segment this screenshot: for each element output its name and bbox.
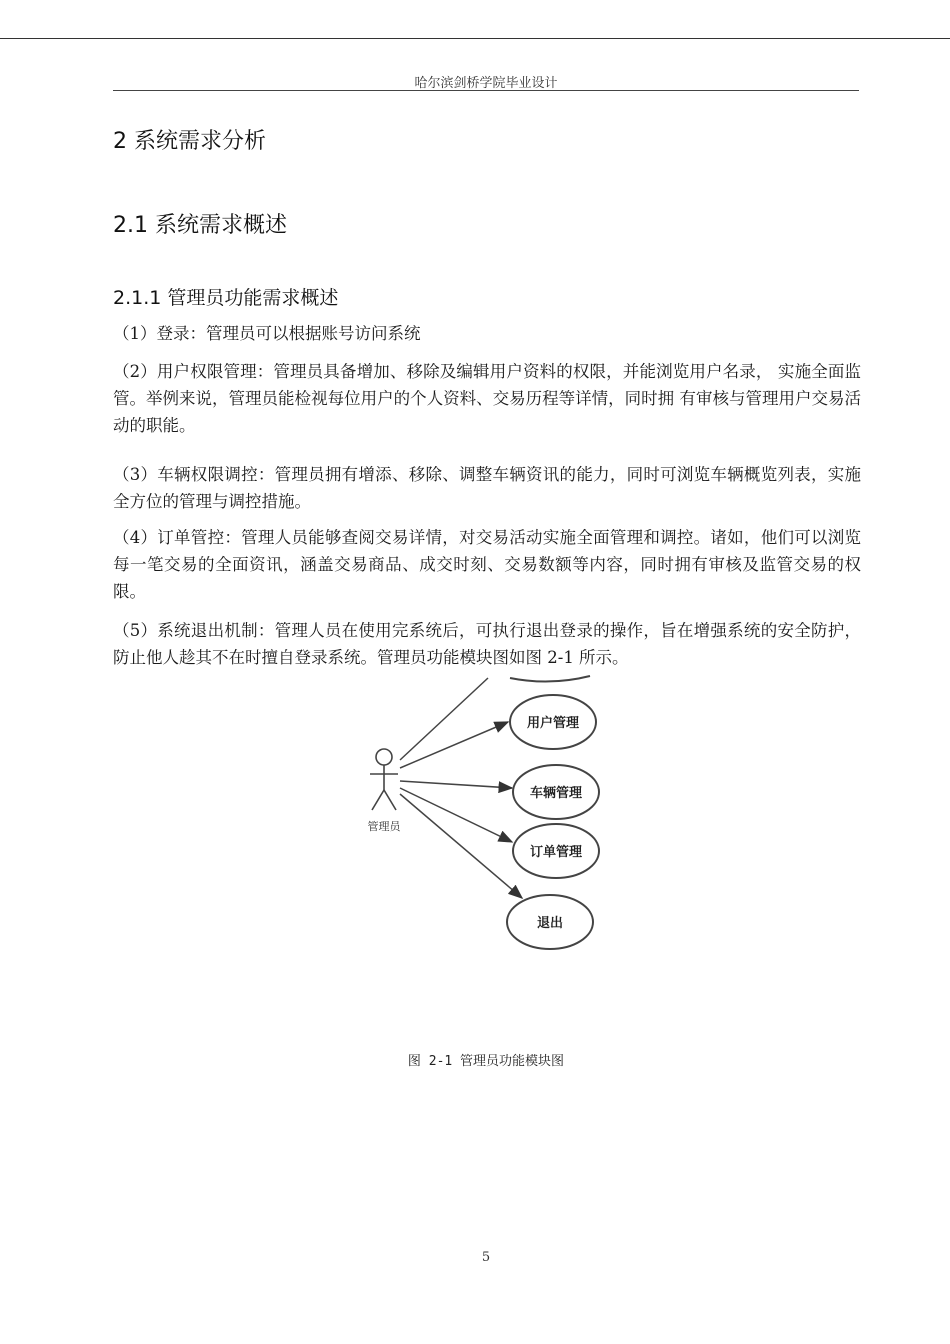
use-case-vehicle-management [513,765,599,819]
paragraph-user-management: （2）用户权限管理：管理员具备增加、移除及编辑用户资料的权限，并能浏览用户名录， 实施全面监管。举例来说，管理员能检视每位用户的个人资料、交易历程等详情，同时拥 有审核与管理用户交易活动的职能。 [113,362,861,435]
hidden-use-case-ellipse [510,676,590,682]
association-arrow-logout [400,794,522,898]
svg-text:订单管理: 订单管理 [529,845,583,860]
figure-caption: 图 2-1 管理员功能模块图 [407,1054,565,1069]
paragraph-order-management: （4）订单管控：管理人员能够查阅交易详情，对交易活动实施全面管理和调控。诸如，他们可以浏览每一笔交易的全面资讯，涵盖交易商品、成交时刻、交易数额等内容，同时拥有审核及监管交易的权限。 [113,528,861,601]
actor-icon [370,749,398,810]
association-line-hidden [400,678,488,760]
association-arrow-vehicle [400,781,512,788]
page-number: 5 [481,1250,491,1265]
section-heading: 2.1 系统需求概述 [113,213,287,238]
paragraph-login: （1）登录：管理员可以根据账号访问系统 [113,324,421,343]
top-border-rule [0,38,950,39]
paragraph-vehicle-management: （3）车辆权限调控：管理员拥有增添、移除、调整车辆资讯的能力，同时可浏览车辆概览列表，实施全方位的管理与调控措施。 [113,465,861,511]
paragraph-logout: （5）系统退出机制：管理人员在使用完系统后，可执行退出登录的操作，旨在增强系统的安全防护，防止他人趁其不在时擅自登录系统。管理员功能模块图如图 2-1 所示。 [113,621,861,667]
subsection-heading: 2.1.1 管理员功能需求概述 [113,287,339,309]
svg-text:车辆管理: 车辆管理 [529,786,583,801]
use-case-user-management [510,695,596,749]
running-header: 哈尔滨剑桥学院毕业设计 [414,76,558,91]
association-arrow-order [400,788,512,842]
use-case-logout [507,895,593,949]
actor-label: 管理员 [367,820,401,833]
use-case-diagram [360,650,620,960]
svg-text:用户管理: 用户管理 [526,716,580,731]
use-case-order-management [513,824,599,878]
chapter-heading: 2 系统需求分析 [113,129,266,154]
header-rule [113,90,859,91]
svg-text:退出: 退出 [536,916,564,931]
